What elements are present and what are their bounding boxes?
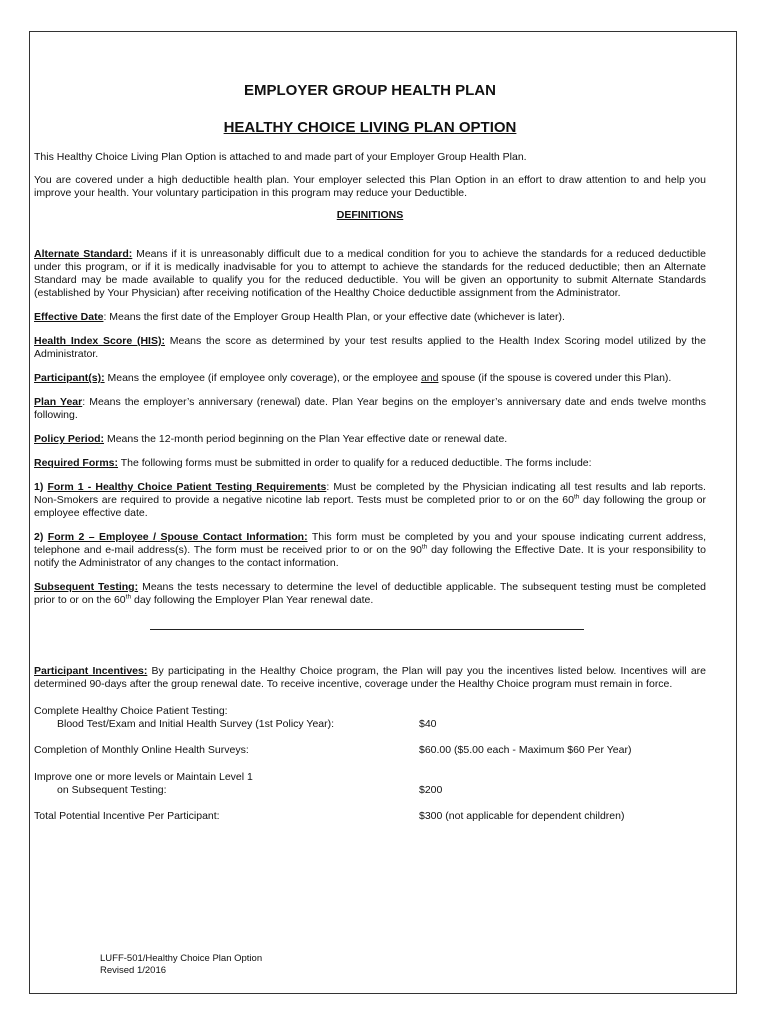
definition-term: Effective Date: [34, 311, 104, 323]
definition-policy-period: [34, 433, 706, 446]
section-divider: [150, 629, 584, 630]
form-text: day following the group or employee effective date.: [34, 494, 706, 519]
form-text: day following the Effective Date. It is your responsibility to notify the Administrator of any changes to the contact information.: [34, 544, 707, 569]
definition-text: Means the employee (if employee only coverage), or the employee: [104, 372, 421, 384]
incentive-amount-block: [419, 705, 706, 731]
definition-his: [34, 335, 706, 361]
definition-subsequent-testing: [34, 581, 706, 607]
ordinal-suffix: th: [125, 593, 132, 601]
definition-text: day following the Employer Plan Year renewal date.: [131, 594, 374, 606]
incentive-label: Completion of Monthly Online Health Surveys:: [34, 744, 249, 756]
definition-colon: :: [103, 311, 107, 323]
incentive-label: Total Potential Incentive Per Participant:: [34, 810, 220, 822]
document-footer: [100, 953, 262, 977]
document-title: EMPLOYER GROUP HEALTH PLAN: [244, 82, 496, 99]
form-text: : Must be completed by the Physician indicating all test results and lab reports. Non-Smokers are required to provide a negative nicotine lab report. Tests must be completed prior to or on the 60: [34, 481, 706, 506]
definition-text: Means the 12-month period beginning on the Plan Year effective date or renewal date.: [104, 433, 508, 445]
intro-paragraph-1: This Healthy Choice Living Plan Option is attached to and made part of your Employer Group Health Plan.: [34, 151, 527, 163]
definition-text: Means the first date of the Employer Group Health Plan, or your effective date (whichever is later).: [106, 311, 565, 323]
incentive-label-block: [34, 771, 419, 797]
definition-required-forms: [34, 457, 706, 470]
definition-term: Health Index Score (HIS):: [34, 335, 165, 347]
intro-paragraph-2: You are covered under a high deductible health plan. Your employer selected this Plan Option in an effort to draw attention to and help you improve your health. Your voluntary participation in this program may reduce your Deductible.: [34, 174, 706, 199]
ordinal-suffix: th: [573, 493, 580, 501]
incentive-row-total: [34, 810, 706, 823]
incentive-amount: $60.00 ($5.00 each - Maximum $60 Per Year): [419, 744, 632, 756]
definition-term: Participant(s):: [34, 372, 105, 384]
incentive-amount: $40: [419, 718, 437, 730]
definition-colon: :: [82, 396, 86, 408]
ordinal-suffix: th: [421, 543, 428, 551]
definition-text: Means if it is unreasonably difficult due to a medical condition for you to achieve the standards for a reduced deductible under this program, or if it is medically inadvisable for you to attempt to achieve the standards for the reduced deductible; then an Alternate Standard may be made available to qualify you for the reduced deductible. You will be given an opportunity to submit Alternate Standards (established by Your Physician) after receiving notification of the Healthy Choice deductible assignment from the Administrator.: [34, 248, 706, 299]
item-number: 2): [34, 531, 48, 543]
incentive-row-surveys: [34, 744, 706, 757]
incentive-heading: Complete Healthy Choice Patient Testing:: [34, 705, 228, 717]
definition-term: Plan Year: [34, 396, 83, 408]
incentives-text: By participating in the Healthy Choice program, the Plan will pay you the incentives listed below. Incentives will are determined 90-days after the group renewal date. To receive incentive, coverage under the Healthy Choice program must remain in force.: [34, 665, 706, 690]
definition-plan-year: [34, 396, 706, 422]
emphasis-and: and: [420, 372, 439, 384]
incentive-amount: $200: [419, 784, 443, 796]
form-text: This form must be completed by you and your spouse indicating current address, telephone and e-mail address(s). The form must be received prior to or on the 90: [34, 531, 706, 556]
definition-effective-date: [34, 311, 706, 324]
form-1-item: [34, 481, 706, 520]
definition-text: Means the tests necessary to determine the level of deductible applicable. The subsequent testing must be completed prior to or on the 60: [34, 581, 707, 606]
incentives-term: Participant Incentives:: [34, 665, 148, 677]
form-term: Form 1 - Healthy Choice Patient Testing Requirements: [47, 481, 327, 493]
form-2-item: [34, 531, 706, 570]
incentive-heading: Improve one or more levels or Maintain Level 1: [34, 771, 253, 783]
incentive-label: Blood Test/Exam and Initial Health Survey (1st Policy Year):: [57, 718, 335, 730]
definition-text: spouse (if the spouse is covered under this Plan).: [438, 372, 672, 384]
definition-term: Required Forms:: [34, 457, 119, 469]
definition-text: Means the score as determined by your test results applied to the Health Index Scoring model utilized by the Administrator.: [34, 335, 706, 360]
revision-date: Revised 1/2016: [100, 965, 167, 976]
incentive-label-block: [34, 705, 419, 731]
definitions-heading: DEFINITIONS: [336, 209, 404, 221]
definition-term: Subsequent Testing:: [34, 581, 139, 593]
form-term: Form 2 – Employee / Spouse Contact Information:: [47, 531, 308, 543]
incentive-label: on Subsequent Testing:: [57, 784, 167, 796]
definition-participants: [34, 372, 706, 385]
document-subtitle: HEALTHY CHOICE LIVING PLAN OPTION: [223, 119, 517, 136]
incentive-amount-block: [419, 771, 706, 797]
definition-term: Policy Period:: [34, 433, 105, 445]
participant-incentives: [34, 665, 706, 691]
definition-alternate-standard: [34, 248, 706, 300]
incentive-row-testing: [34, 705, 706, 731]
definition-text: Means the employer’s anniversary (renewal) date. Plan Year begins on the employer’s anniversary date and ends twelve months following.: [34, 396, 706, 421]
document-body: [34, 82, 706, 823]
incentive-amount: $300 (not applicable for dependent children): [419, 810, 625, 822]
incentive-row-improve: [34, 771, 706, 797]
item-number: 1): [34, 481, 48, 493]
definition-term: Alternate Standard:: [34, 248, 133, 260]
form-id: LUFF-501/Healthy Choice Plan Option: [100, 953, 263, 964]
definition-text: The following forms must be submitted in order to qualify for a reduced deductible. The forms include:: [118, 457, 592, 469]
